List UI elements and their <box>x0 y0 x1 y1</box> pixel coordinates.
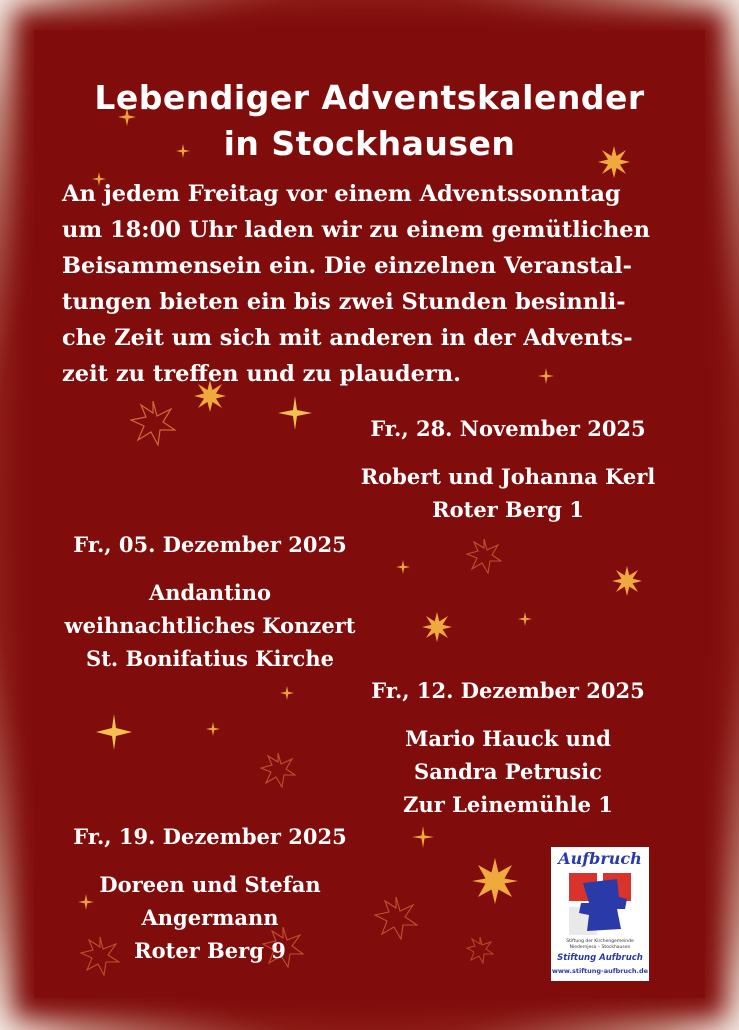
intro-line: An jedem Freitag vor einem Adventssonntag <box>62 181 621 207</box>
event-date: Fr., 05. Dezember 2025 <box>73 532 347 557</box>
event-dec-12 <box>345 676 671 821</box>
event-date: Fr., 28. November 2025 <box>370 416 646 441</box>
star-icon <box>412 826 434 848</box>
intro-line: um 18:00 Uhr laden wir zu einem gemütlichen <box>62 217 650 243</box>
page-title: Lebendiger Adventskalender <box>94 78 645 117</box>
star-icon <box>472 858 518 904</box>
intro-line: Beisammensein ein. Die einzelnen Veranstal- <box>62 253 632 279</box>
star-icon <box>422 612 452 642</box>
star-icon <box>206 722 220 736</box>
logo-brand: Aufbruch <box>558 849 642 868</box>
star-icon <box>518 612 532 626</box>
page-subtitle: in Stockhausen <box>223 124 516 163</box>
event-host: Doreen und Stefan <box>99 872 321 897</box>
logo-url: www.stiftung-aufbruch.de <box>551 967 649 975</box>
intro-line: tungen bieten ein bis zwei Stunden besinnli- <box>62 289 626 315</box>
intro-line: zeit zu treffen und zu plaudern. <box>62 361 461 387</box>
stiftung-aufbruch-logo <box>551 847 649 981</box>
star-icon <box>278 396 312 430</box>
event-host: Robert und Johanna Kerl <box>360 464 656 489</box>
event-address: Zur Leinemühle 1 <box>403 792 613 817</box>
event-date: Fr., 12. Dezember 2025 <box>371 678 645 703</box>
star-icon <box>280 686 294 700</box>
event-address: Roter Berg 9 <box>134 938 286 963</box>
event-address: Roter Berg 1 <box>432 497 584 522</box>
intro-line: che Zeit um sich mit anderen in der Advents- <box>62 325 633 351</box>
event-dec-05 <box>50 530 370 675</box>
star-outline-icon <box>466 936 494 964</box>
logo-tagline: Stiftung der Kirchengemeinde Niedernjesa – Stockhausen <box>566 939 634 950</box>
event-host: Mario Hauck und <box>405 726 611 751</box>
event-host: Andantino <box>148 580 272 605</box>
event-nov-28 <box>345 414 671 526</box>
event-date: Fr., 19. Dezember 2025 <box>73 824 347 849</box>
star-outline-icon <box>374 896 418 940</box>
star-outline-icon <box>130 400 176 446</box>
star-icon <box>396 560 410 574</box>
star-outline-icon <box>260 752 296 788</box>
event-host: Angermann <box>141 905 279 930</box>
event-dec-19 <box>50 822 370 967</box>
event-description: weihnachtliches Konzert <box>64 613 356 638</box>
star-outline-icon <box>466 538 502 574</box>
star-icon <box>96 714 132 750</box>
star-icon <box>612 566 642 596</box>
intro-text <box>62 176 692 392</box>
puzzle-icon <box>565 869 635 939</box>
event-host: Sandra Petrusic <box>414 759 602 784</box>
event-address: St. Bonifatius Kirche <box>86 646 334 671</box>
logo-name: Stiftung Aufbruch <box>557 953 643 963</box>
